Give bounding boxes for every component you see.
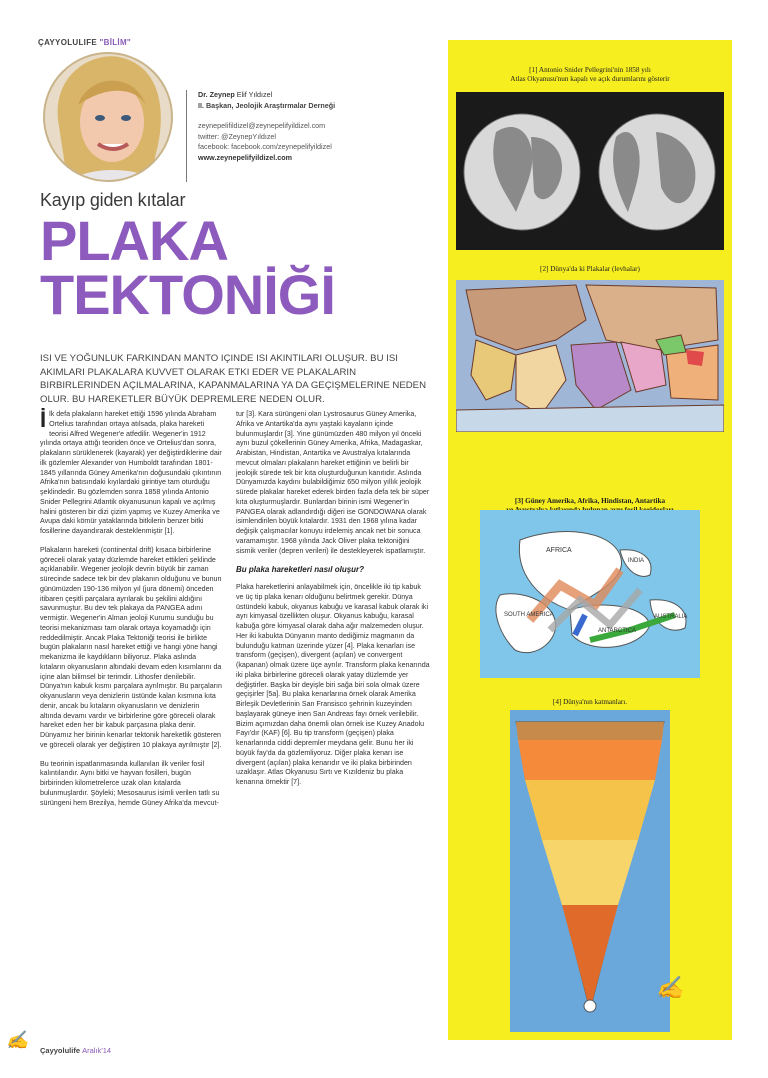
author-twitter[interactable]: twitter: @ZeynepYıldızel (198, 131, 277, 141)
article-column-1 (40, 407, 222, 817)
figure-1-caption: [1] Antonio Snider Pellegrini'nin 1858 yılı Atlas Okyanusu'nun kapalı ve açık durumlarını gösterir (510, 66, 670, 83)
figure-1-globes (456, 92, 724, 250)
article-lead: ISI VE YOĞUNLUK FARKINDAN MANTO IÇINDE ISI AKINTILARI OLUŞUR. BU ISI AKIMLARI PLAKALARA KUVVET OLARAK ETKI EDER VE PLAKALARIN BIRBIRLERINDEN AÇILMALARINA, KAPANMALARINA YA DA GEÇIŞMELERINE NEDEN OLUR. BU HAREKETLER BÜYÜK DEPREMLERE NEDEN OLUR. (40, 353, 426, 405)
paragraph: tur [3]. Kara sürüngeni olan Lystrosaurus Güney Amerika, Afrika ve Antartika'da aynı yaştaki kayaların içinde bulunmuşlardır [3]. Yine günümüzden 480 milyon yıl önceki aynı buzul çökellerinin Güney Amerika, Afrika, Madagaskar, Arabistan, Hindistan, Antartika ve Avustralya kıtalarında mevcut olmaları plakaların hareket ettiğinin ve belirli bir jeolojik sürede tek bir kıta oluşturduğunun kanıtıdır. Aslında Dünyamızda kaydını bulabildiğimiz 650 milyon yıllık jeolojik sürede plakalar hareket ederek birden fazla defa tek bir süper kıta oluşturmuşlardır. Bunlardan birinin ismi Wegener'in PANGEA olarak adlandırdığı diğeri ise GONDOWANA olarak isimlendirilen büyük kıtalardır. 1931 den 1968 yılına kadar değişik çalışmacılar konuyu irdelemiş ancak net bir sonuca varamamıştır. 1968 yılında Jack Oliver plaka tektoniğini sismik veriler (depren verileri) ile destekleyerek ispatlamıştır. (236, 410, 430, 555)
article-subtitle: Kayıp giden kıtalar (40, 190, 186, 210)
figure-3-fossil-map (480, 510, 700, 678)
magazine-brand: ÇAYYOLULIFE "BİLİM" (38, 38, 132, 47)
title-line-2: TEKTONİĞİ (40, 263, 335, 326)
figure-2-caption: [2] Dünya'da ki Plakalar (levhalar) (540, 265, 640, 273)
figure-3-caption: [3] Güney Amerika, Afrika, Hindistan, Antartika (514, 497, 666, 505)
page-footer: Çayyolulife Aralık'14 (40, 1046, 112, 1055)
paragraph: Bu teorinin ispatlanmasında kullanılan ilk veriler fosil kalıntılarıdır. Aynı bitki ve hayvan fosilleri, bugün birbirinden kilometrelerce uzak olan kıtalarda bulunmuşlardır. Şöyleki; Mesosaurus isimli verilen tatlı su sürüngeni hem Brezilya, hemde Güney Afrika'da mevcut- (40, 759, 220, 807)
author-block (198, 90, 438, 163)
figure-sidebar (448, 40, 732, 1040)
paragraph: İlk defa plakaların hareket ettiği 1596 yılında Abraham Ortelius tarafından ortaya atılsada, plaka hareketi teorisi Alfred Wegener'e atfedilir. Wegener'in 1912 yılında ortaya attığı teoriden önce ve Ortelius'dan sonra, plakaların sürüklenerek (kayarak) yer değiştirdiklerine dair ilk gözlemler Alexander von Humboldt tarafından 1801-1845 yıllarında Güney Amerika'nın doğusundaki çıkıntının Afrika'nın batısındaki kıyılardaki girintiye tam oturduğu şeklindedir. Bu gözlemden sonra 1858 yılında Antonio Snider Pellegrini Atlantik okyanusunun kapalı ve açılmış halini gösteren bir dizi çizim yapmış ve Kuzey Amerika ve Avupa daki kömür yataklarında bitkilerin benzer bitki fosillerine dayandırarak desteklenmiştir [1]. (40, 407, 222, 535)
author-website[interactable]: www.zeynepelifyildizel.com (198, 152, 292, 162)
signature-mark: ✍ (656, 975, 684, 1000)
paragraph: Plakaların hareketi (continental drift) kısaca birbirlerine göreceli olarak yatay düzlemde hareket ettikleri şeklinde açıklanabilir. Wegener jeolojik devrin büyük bir zaman sürecinde sadece tek bir dev plakanın olduğunu ve bunun günümüzden 190-136 milyon yıl (jura dönemi) önceden itibaren çeşitli parçalara ayrılarak bu şekilini aldığını savunmuştur. Bu dev tek plakaya da PANGEA adını vermiştir. Wegener'in Alman jeoloji Kurumu sunduğu bu teorisi mekanizması tam olarak ortaya koyamadığı için reddedilmiştir. Ancak Plaka Tektoniği teorisi ile birlikte bugün plakaların nasıl hareket ettiği ve hangi yöne hangi mekanizma ile kaydıkların biliyoruz. Plaka aslında kıtaların okyanusların altındaki devam eden kısımlarını da içine alan bilimsel bir terimdir. Lithosfer denilebilir. Dünya'nın kabuk kısmı parçalara ayrılmıştır. Bu parçaların okyanusların veya denizlerin üstünde kalan kısmına kıta denir, ancak bu kıtaların okyanusların ve denizlerin altında devamı vardır ve birbirlerine göre göreceli olarak hareket eden her bir kabuk parçasına plaka denir. Dünyamız her birinin kenarlar tektonik hareketlik gösteren ve göreceli olarak yer değiştiren 10 plakaya ayrılmıştır [2]. (40, 545, 222, 749)
figure-4-earth-layers (510, 710, 670, 1032)
author-facebook[interactable]: facebook: facebook.com/zeynepelifyildizel (198, 142, 332, 151)
author-name: Dr. Zeynep Elif Yıldızel (198, 90, 273, 99)
signature-mark: ✍ (6, 1030, 29, 1050)
section-heading: Bu plaka hareketleri nasıl oluşur? (236, 565, 365, 575)
author-divider (186, 90, 187, 182)
article-column-2 (236, 410, 430, 797)
paragraph: Plaka hareketlerini anlayabilmek için, öncelikle iki tip kabuk ve üç tip plaka kenarı olduğunu belirtmek gerekir. Dünya üstündeki kabuk, okyanus kabuğu ve karasal kabuk olarak iki ayrı kimyasal özellikten oluşur. Okyanus kabuğu, karasal kabuğa göre kimyasal olarak daha ağır malzemeden oluşur. Her iki kabukta Dünyanın manto dediğimiz magmanın da bulunduğu katman üzerinde yüzer [4]. Plaka kenarları ise transform (geçişen), divergent (açılan) ve convergent (kapanan) olmak üzere üçe ayrılır. Transform plaka kenarında iki plaka birbirlerine göreceli olarak yatay düzlemde yer değiştirler. Başka bir deyişle biri sağa biri sola olmak üzere geçişirler [5a]. Bu plaka kenarlarına örnek olarak Amerika Birleşik Devletlerinin San Fransisco şehrinin kuzeyinden başlayarak güneye inen San Andreas fayı örnek verilebilir. Bizim açımızdan daha önemli olan örnek ise Kuzey Anadolu Fayı'dır (KAF) [6]. Bu tip transform (geçişen) plaka kenarlarında ciddi depremler meydana gelir. Bunu her iki büyük fay'da da gözlemliyoruz. Diğer plaka kenarı ise divergent (açılan) plaka kenarıdır ve iki plaka birbirinden uzaklaşır. Atlas Okyanusu Sırtı ve Kızıldeniz bu plaka kenarına örnektir [7]. (236, 583, 430, 786)
author-role: II. Başkan, Jeolojik Araştırmalar Derneği (198, 100, 336, 110)
map-label-south-america: SOUTH AMERICA (504, 612, 554, 618)
map-label-africa: AFRICA (546, 547, 572, 554)
section-label: "BİLİM" (99, 38, 132, 47)
map-label-india: INDIA (628, 558, 645, 564)
map-label-antarctica: ANTARCTICA (598, 628, 636, 634)
figure-4-caption: [4] Dünya'nın katmanları. (552, 698, 628, 706)
figure-2-plate-map (456, 280, 724, 432)
author-email[interactable]: zeynepelifildizel@zeynepelifyildizel.com (198, 121, 326, 130)
author-avatar (38, 50, 178, 185)
drop-cap: İ (40, 407, 47, 432)
map-label-australia: AUSTRALIA (654, 614, 688, 620)
article-title (40, 209, 335, 326)
title-line-1: PLAKA (40, 209, 228, 272)
